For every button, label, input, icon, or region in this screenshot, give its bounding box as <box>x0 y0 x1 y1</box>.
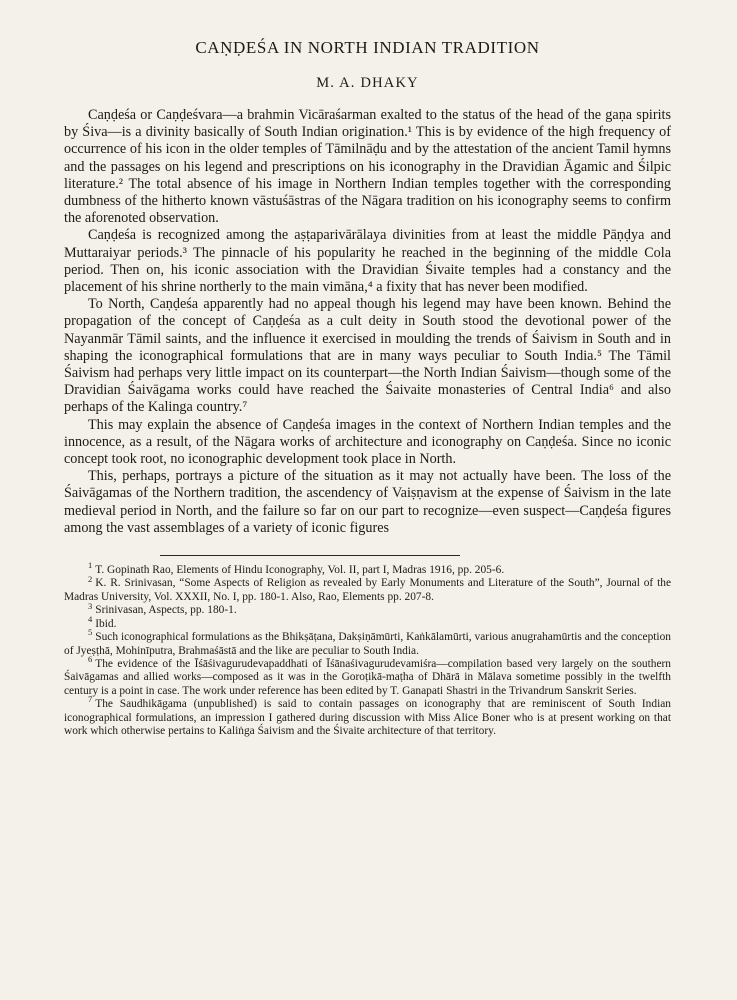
footnote-text: The evidence of the Īśāśivagurudevapaddhati of Īśānaśivagurudevamiśra—compilation based very largely on the southern Śaivāgamas and allied works—composed as it was in the Goroṭikā-maṭha of Dhārā in Mālava sometime possibly in the twelfth century is a point in case. The work under reference has been edited by T. Ganapati Shastri in the Trivandrum Sanskrit Series. <box>64 657 671 697</box>
footnote-text: K. R. Srinivasan, “Some Aspects of Religion as revealed by Early Monuments and Literature of the South”, Journal of the Madras University, Vol. XXXII, No. I, pp. 180-1. Also, Rao, Elements pp. 207-8. <box>64 577 671 603</box>
footnote-divider <box>160 555 460 556</box>
paragraph: Caṇḍeśa or Caṇḍeśvara—a brahmin Vicāraśarman exalted to the status of the head of the gaṇa spirits by Śiva—is a divinity basically of South Indian origination.¹ This is by evidence of the high frequency of occurrence of his icon in the older temples of Tāmilnāḍu and by the attestation of the ancient Tamil hymns and the passages on his legend and prescriptions on his iconography in the Dravidian Āgamic and Śilpic literature.² The total absence of his image in Northern Indian temples together with the corresponding dumbness of the hitherto known vāstuśāstras of the Nāgara tradition on his iconography seems to confirm the aforenoted observation. <box>64 107 671 227</box>
footnotes <box>64 560 671 738</box>
footnote <box>64 613 671 631</box>
author-name: M. A. DHAKY <box>316 75 419 91</box>
article-title: CAṆḌEŚA IN NORTH INDIAN TRADITION <box>195 38 540 57</box>
body-text <box>64 107 671 537</box>
footnote-text: T. Gopinath Rao, Elements of Hindu Iconography, Vol. II, part I, Madras 1916, pp. 205-6. <box>95 564 505 577</box>
footnote-number: 4 <box>88 613 93 624</box>
paragraph: Caṇḍeśa is recognized among the aṣṭaparivārālaya divinities from at least the middle Pāṇḍya and Muttaraiyar periods.³ The pinnacle of his popularity he reached in the beginning of the middle Cola period. Then on, his iconic association with the Dravidian Śivaite temples had a constancy and the placement of his shrine northerly to the main vimāna,⁴ a fixity that has never been modified. <box>64 227 671 296</box>
footnote-number: 3 <box>88 600 93 611</box>
footnote-text: Such iconographical formulations as the Bhikṣāṭana, Dakṣiṇāmūrti, Kaṅkālamūrti, various anugrahamūrtis and the conception of Jyeṣṭhā, Mohinīputra, Brahmaśāstā and the like are peculiar to South India. <box>64 631 671 657</box>
footnote-number: 5 <box>88 627 93 638</box>
footnote-text: Ibid. <box>95 617 117 630</box>
footnote-number: 2 <box>88 573 93 584</box>
paragraph: This, perhaps, portrays a picture of the situation as it may not actually have been. The loss of the Śaivāgamas of the Northern tradition, the ascendency of Vaiṣṇavism at the expense of Śaivism in the late medieval period in North, and the failure so far on our part to recognize—even suspect—Caṇḍeśa figures among the vast assemblages of a variety of iconic figures <box>64 468 671 536</box>
footnote <box>64 654 671 698</box>
footnote <box>64 600 671 617</box>
footnote <box>64 573 671 604</box>
footnote <box>64 627 671 658</box>
paragraph: This may explain the absence of Caṇḍeśa images in the context of Northern Indian temples and the innocence, as a result, of the Nāgara works of architecture and iconography on Caṇḍeśa. Since no iconic concept took root, no iconographic development took place in North. <box>64 416 671 468</box>
paragraph: To North, Caṇḍeśa apparently had no appeal though his legend may have been known. Behind the propagation of the concept of Caṇḍeśa as a cult deity in South stood the devotional power of the Nayanmār Tāmil saints, and the influence it exercised in moulding the trends of Śaivism in South and in shaping the iconographical formulations that are in many ways peculiar to South India.⁵ The Tāmil Śaivism had perhaps very little impact on its counterpart—the North Indian Śaivism—though some of the Dravidian Śaivāgama works could have reached the Śaivaite monasteries of Central India⁶ and also perhaps of the Kalinga country.⁷ <box>64 296 671 416</box>
footnote-text: The Saudhikāgama (unpublished) is said to contain passages on iconography that are reminiscent of South Indian iconographical formulations, an impression I gathered during discussion with Miss Alice Boner who is at present working on that work which otherwise pertains to Kaliṅga Śaivism and the Śivaite architecture of that territory. <box>64 698 671 737</box>
footnote-number: 7 <box>88 694 93 705</box>
footnote-number: 6 <box>88 654 93 665</box>
footnote-number: 1 <box>88 560 93 571</box>
footnote <box>64 560 671 577</box>
footnote <box>64 694 671 738</box>
footnote-text: Srinivasan, Aspects, pp. 180-1. <box>95 604 237 617</box>
